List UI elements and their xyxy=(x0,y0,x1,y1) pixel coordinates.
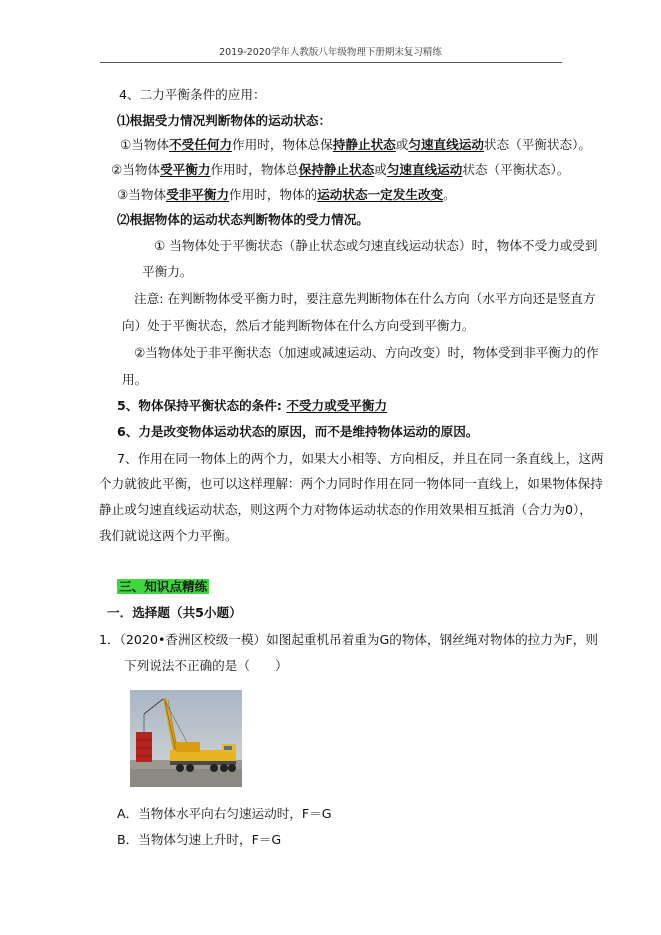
item-7-line: 7、作用在同一物体上的两个力，如果大小相等、方向相反，并且在同一条直线上，这两 xyxy=(117,451,604,466)
paragraph-line: ②当物体处于非平衡状态（加速或减速运动、方向改变）时，物体受到非平衡力的作 xyxy=(134,345,599,360)
sub-heading-1: ⑴根据受力情况判断物体的运动状态： xyxy=(117,113,332,128)
rule-line-2 xyxy=(111,162,569,178)
key-phrase: 持静止状态 xyxy=(332,137,396,152)
key-phrase: 匀速直线运动 xyxy=(386,162,463,177)
text: ③当物体 xyxy=(117,187,167,202)
option-b: B．当物体匀速上升时，F＝G xyxy=(117,832,282,847)
crane-photo xyxy=(130,690,242,787)
text: ①当物体 xyxy=(120,137,170,152)
paragraph-line: ① 当物体处于平衡状态（静止状态或匀速直线运动状态）时，物体不受力或受到 xyxy=(154,238,598,253)
text: 作用时，物体总 xyxy=(210,162,299,177)
key-phrase: 受平衡力 xyxy=(160,162,211,177)
key-phrase: 运动状态一定发生改变 xyxy=(317,187,444,202)
paragraph-line: 用。 xyxy=(122,372,148,387)
text: 状态（平衡状态）。 xyxy=(483,137,591,152)
option-a: A．当物体水平向右匀速运动时，F＝G xyxy=(117,806,332,821)
text: ②当物体 xyxy=(111,162,161,177)
text: 5、物体保持平衡状态的条件: xyxy=(117,398,287,413)
key-phrase: 保持静止状态 xyxy=(298,162,375,177)
paragraph-line: 平衡力。 xyxy=(142,264,193,279)
text: 或 xyxy=(374,162,387,177)
section-heading xyxy=(117,579,209,595)
item-4-heading: 4、二力平衡条件的应用： xyxy=(119,87,266,102)
text: 作用时，物体的 xyxy=(229,187,318,202)
item-7-line: 静止或匀速直线运动状态，则这两个力对物体运动状态的作用效果相互抵消（合力为0）， xyxy=(99,502,592,517)
key-phrase: 受非平衡力 xyxy=(166,187,230,202)
note-line: 注意: 在判断物体受平衡力时，要注意先判断物体在什么方向（水平方向还是竖直方 xyxy=(134,291,596,306)
key-phrase: 不受力或受平衡力 xyxy=(286,398,388,413)
header-divider xyxy=(100,62,562,63)
page-header: 2019-2020学年人教版八年级物理下册期末复习精练 xyxy=(219,47,442,58)
item-5 xyxy=(117,398,387,414)
text: 。 xyxy=(443,187,456,202)
key-phrase: 匀速直线运动 xyxy=(408,137,484,152)
section-title: 三、知识点精练 xyxy=(119,579,208,594)
crane-illustration xyxy=(130,690,242,787)
rule-line-1 xyxy=(120,137,591,153)
sub-heading-2: ⑵根据物体的运动状态判断物体的受力情况。 xyxy=(117,212,369,227)
question-stem: 1．（2020•香洲区校级一模）如图起重机吊着重为G的物体，钢丝绳对物体的拉力为F，则 xyxy=(99,632,598,647)
item-6: 6、力是改变物体运动状态的原因，而不是维持物体运动的原因。 xyxy=(117,424,479,439)
text: 状态（平衡状态）。 xyxy=(462,162,570,177)
subsection-heading: 一．选择题（共5小题） xyxy=(107,605,242,620)
item-7-line: 我们就说这两个力平衡。 xyxy=(99,528,238,543)
note-line: 向）处于平衡状态，然后才能判断物体在什么方向受到平衡力。 xyxy=(122,318,475,333)
question-stem: 下列说法不正确的是（ ） xyxy=(124,658,288,673)
text: 作用时，物体总保 xyxy=(232,137,333,152)
text: 或 xyxy=(395,137,409,152)
key-phrase: 不受任何力 xyxy=(169,137,233,152)
rule-line-3 xyxy=(117,187,456,203)
item-7-line: 个力就彼此平衡，也可以这样理解：两个力同时作用在同一物体同一直线上，如果物体保持 xyxy=(99,476,603,491)
